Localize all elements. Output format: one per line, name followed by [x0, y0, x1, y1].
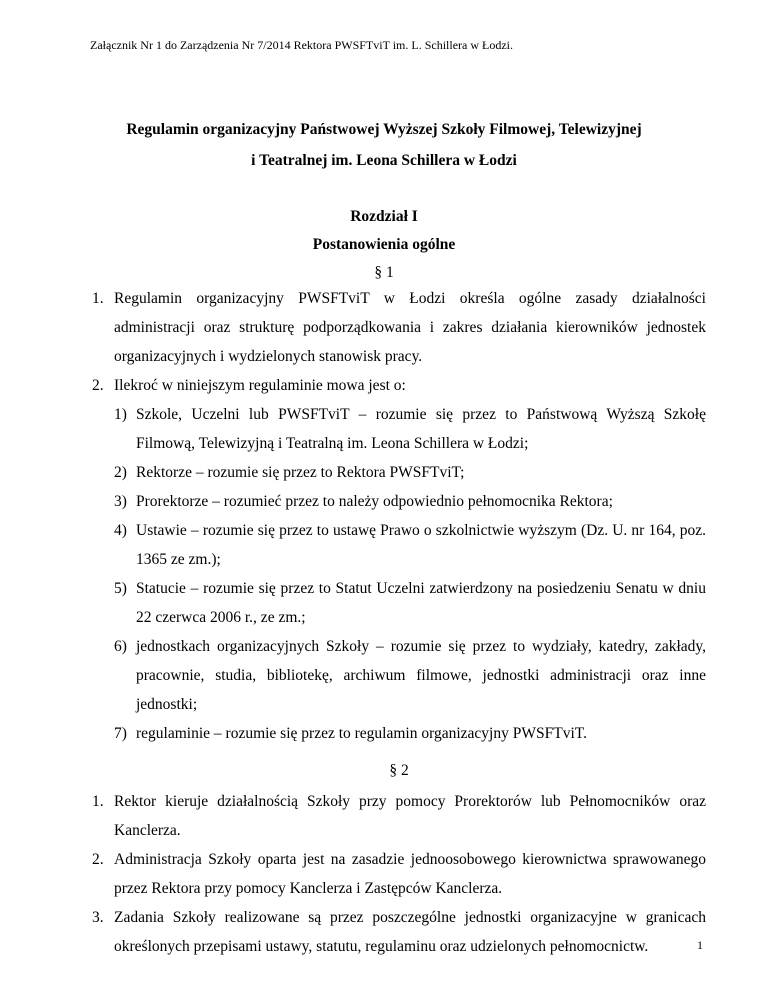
document-header: Załącznik Nr 1 do Zarządzenia Nr 7/2014 Rektora PWSFTviT im. L. Schillera w Łodzi. [90, 38, 513, 52]
chapter-heading [0, 203, 768, 287]
item-text: Administracja Szkoły oparta jest na zasadzie jednoosobowego kierownictwa sprawowanego przez Rektora przy pomocy Kanclerza i Zastępców Kanclerza. [114, 851, 706, 897]
sub-item [92, 400, 706, 458]
item-text: regulaminie – rozumie się przez to regulamin organizacyjny PWSFTviT. [136, 725, 587, 742]
paragraph-mark: § 1 [374, 264, 394, 281]
item-text: Ilekroć w niniejszym regulaminie mowa jest o: [114, 377, 406, 394]
sub-item [92, 487, 706, 516]
paragraph-mark: § 2 [389, 762, 409, 779]
list-item [92, 787, 706, 845]
list-item [92, 903, 706, 961]
item-text: Regulamin organizacyjny PWSFTviT w Łodzi określa ogólne zasady działalności administracji oraz strukturę podporządkowania i zakres działania kierowników jednostek organizacyjnych i wydzielonych stanowisk pracy. [114, 290, 706, 365]
item-number: 3. [92, 909, 104, 926]
list-item [92, 284, 706, 371]
item-text: Statucie – rozumie się przez to Statut Uczelni zatwierdzony na posiedzeniu Senatu w dniu 22 czerwca 2006 r., ze zm.; [136, 580, 706, 626]
document-title [0, 114, 768, 176]
item-number: 2. [92, 377, 104, 394]
item-number: 1) [114, 406, 127, 423]
item-number: 1. [92, 793, 104, 810]
chapter-title: Postanowienia ogólne [312, 236, 456, 253]
section-1 [92, 284, 706, 961]
item-text: Ustawie – rozumie się przez to ustawę Prawo o szkolnictwie wyższym (Dz. U. nr 164, poz. 1365 ze zm.); [136, 522, 706, 568]
item-number: 2) [114, 464, 127, 481]
list-item [92, 845, 706, 903]
sub-item [92, 574, 706, 632]
item-text: Szkole, Uczelni lub PWSFTviT – rozumie się przez to Państwową Wyższą Szkołę Filmową, Telewizyjną i Teatralną im. Leona Schillera w Łodzi; [136, 406, 706, 452]
page-number: 1 [697, 938, 703, 952]
sub-item [92, 719, 706, 748]
list-item [92, 371, 706, 400]
sub-item [92, 516, 706, 574]
item-text: Zadania Szkoły realizowane są przez poszczególne jednostki organizacyjne w granicach określonych przepisami ustawy, statutu, regulaminu oraz udzielonych pełnomocnictw. [114, 909, 706, 955]
title-line: i Teatralnej im. Leona Schillera w Łodzi [251, 152, 517, 169]
item-number: 5) [114, 580, 127, 597]
chapter-number: Rozdział I [350, 208, 418, 225]
item-number: 3) [114, 493, 127, 510]
item-text: Rektorze – rozumie się przez to Rektora PWSFTviT; [136, 464, 465, 481]
sub-item [92, 458, 706, 487]
title-line: Regulamin organizacyjny Państwowej Wyższej Szkoły Filmowej, Telewizyjnej [126, 121, 642, 138]
item-number: 2. [92, 851, 104, 868]
item-text: Rektor kieruje działalnością Szkoły przy pomocy Prorektorów lub Pełnomocników oraz Kanclerza. [114, 793, 706, 839]
item-text: jednostkach organizacyjnych Szkoły – rozumie się przez to wydziały, katedry, zakłady, pracownie, studia, bibliotekę, archiwum filmowe, jednostki administracji oraz inne jednostki; [136, 638, 706, 713]
item-number: 6) [114, 638, 127, 655]
item-number: 4) [114, 522, 127, 539]
item-number: 7) [114, 725, 127, 742]
item-number: 1. [92, 290, 104, 307]
sub-item [92, 632, 706, 719]
item-text: Prorektorze – rozumieć przez to należy odpowiednio pełnomocnika Rektora; [136, 493, 613, 510]
